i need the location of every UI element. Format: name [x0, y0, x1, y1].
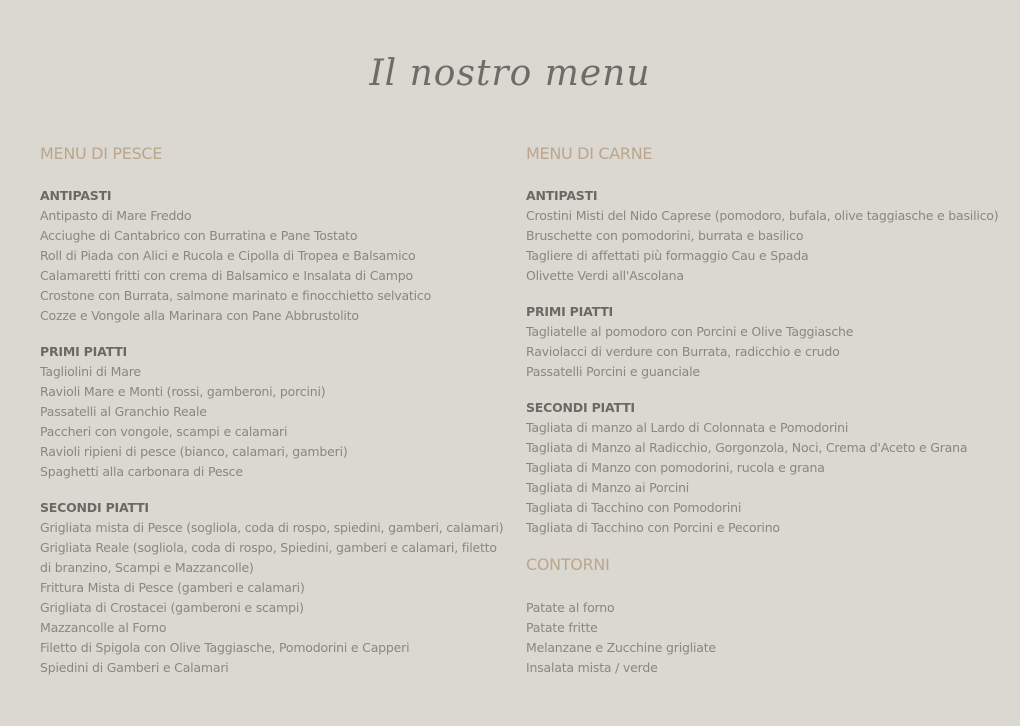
- pesce-antipasti-section: [40, 186, 510, 326]
- carne-secondi-section: [526, 398, 1006, 538]
- carne-antipasti-section: [526, 186, 1006, 286]
- pesce-secondi-section: [40, 498, 510, 678]
- menu-item: Cozze e Vongole alla Marinara con Pane Abbrustolito: [40, 308, 359, 323]
- menu-item: Crostone con Burrata, salmone marinato e finocchietto selvatico: [40, 288, 432, 303]
- menu-item: Grigliata Reale (sogliola, coda di rospo, Spiedini, gamberi e calamari, filetto di branzino, Scampi e Mazzancolle): [40, 540, 497, 575]
- menu-item: Melanzane e Zucchine grigliate: [526, 640, 716, 655]
- menu-item: Antipasto di Mare Freddo: [40, 208, 192, 223]
- menu-item: Acciughe di Cantabrico con Burratina e Pane Tostato: [40, 228, 358, 243]
- menu-item: Insalata mista / verde: [526, 660, 658, 675]
- section-title: SECONDI PIATTI: [40, 500, 149, 515]
- menu-item: Grigliata mista di Pesce (sogliola, coda di rospo, spiedini, gamberi, calamari): [40, 520, 504, 535]
- menu-pesce-column: [40, 143, 510, 694]
- menu-item: Filetto di Spigola con Olive Taggiasche, Pomodorini e Capperi: [40, 640, 410, 655]
- contorni-heading: CONTORNI: [526, 555, 610, 574]
- menu-item: Frittura Mista di Pesce (gamberi e calamari): [40, 580, 305, 595]
- menu-item: Olivette Verdi all'Ascolana: [526, 268, 684, 283]
- section-title: SECONDI PIATTI: [526, 400, 635, 415]
- menu-item: Tagliata di Manzo con pomodorini, rucola e grana: [526, 460, 825, 475]
- menu-item: Passatelli Porcini e guanciale: [526, 364, 700, 379]
- menu-item: Tagliata di Manzo ai Porcini: [526, 480, 690, 495]
- menu-item: Crostini Misti del Nido Caprese (pomodoro, bufala, olive taggiasche e basilico): [526, 208, 999, 223]
- menu-item: Tagliatelle al pomodoro con Porcini e Olive Taggiasche: [526, 324, 854, 339]
- menu-item: Passatelli al Granchio Reale: [40, 404, 207, 419]
- menu-item: Tagliata di Tacchino con Pomodorini: [526, 500, 742, 515]
- menu-pesce-heading: MENU DI PESCE: [40, 144, 163, 163]
- menu-item: Paccheri con vongole, scampi e calamari: [40, 424, 288, 439]
- menu-item: Spiedini di Gamberi e Calamari: [40, 660, 229, 675]
- menu-carne-heading: MENU DI CARNE: [526, 144, 653, 163]
- section-title: ANTIPASTI: [526, 188, 598, 203]
- menu-item: Patate al forno: [526, 600, 615, 615]
- section-title: ANTIPASTI: [40, 188, 112, 203]
- menu-item: Roll di Piada con Alici e Rucola e Cipolla di Tropea e Balsamico: [40, 248, 416, 263]
- menu-item: Tagliere di affettati più formaggio Cau e Spada: [526, 248, 809, 263]
- carne-primi-section: [526, 302, 1006, 382]
- menu-carne-column: [526, 143, 1006, 694]
- menu-item: Tagliolini di Mare: [40, 364, 141, 379]
- page-title: Il nostro menu: [369, 53, 651, 94]
- menu-item: Tagliata di Tacchino con Porcini e Pecorino: [526, 520, 780, 535]
- menu-item: Calamaretti fritti con crema di Balsamico e Insalata di Campo: [40, 268, 413, 283]
- menu-item: Mazzancolle al Forno: [40, 620, 167, 635]
- menu-item: Spaghetti alla carbonara di Pesce: [40, 464, 243, 479]
- menu-item: Bruschette con pomodorini, burrata e basilico: [526, 228, 804, 243]
- menu-item: Patate fritte: [526, 620, 598, 635]
- section-title: PRIMI PIATTI: [526, 304, 613, 319]
- menu-item: Tagliata di manzo al Lardo di Colonnata e Pomodorini: [526, 420, 849, 435]
- menu-item: Grigliata di Crostacei (gamberoni e scampi): [40, 600, 304, 615]
- menu-item: Raviolacci di verdure con Burrata, radicchio e crudo: [526, 344, 840, 359]
- pesce-primi-section: [40, 342, 510, 482]
- contorni-section: [526, 598, 1006, 678]
- section-title: PRIMI PIATTI: [40, 344, 127, 359]
- menu-item: Tagliata di Manzo al Radicchio, Gorgonzola, Noci, Crema d'Aceto e Grana: [526, 440, 968, 455]
- menu-item: Ravioli ripieni di pesce (bianco, calamari, gamberi): [40, 444, 348, 459]
- menu-item: Ravioli Mare e Monti (rossi, gamberoni, porcini): [40, 384, 326, 399]
